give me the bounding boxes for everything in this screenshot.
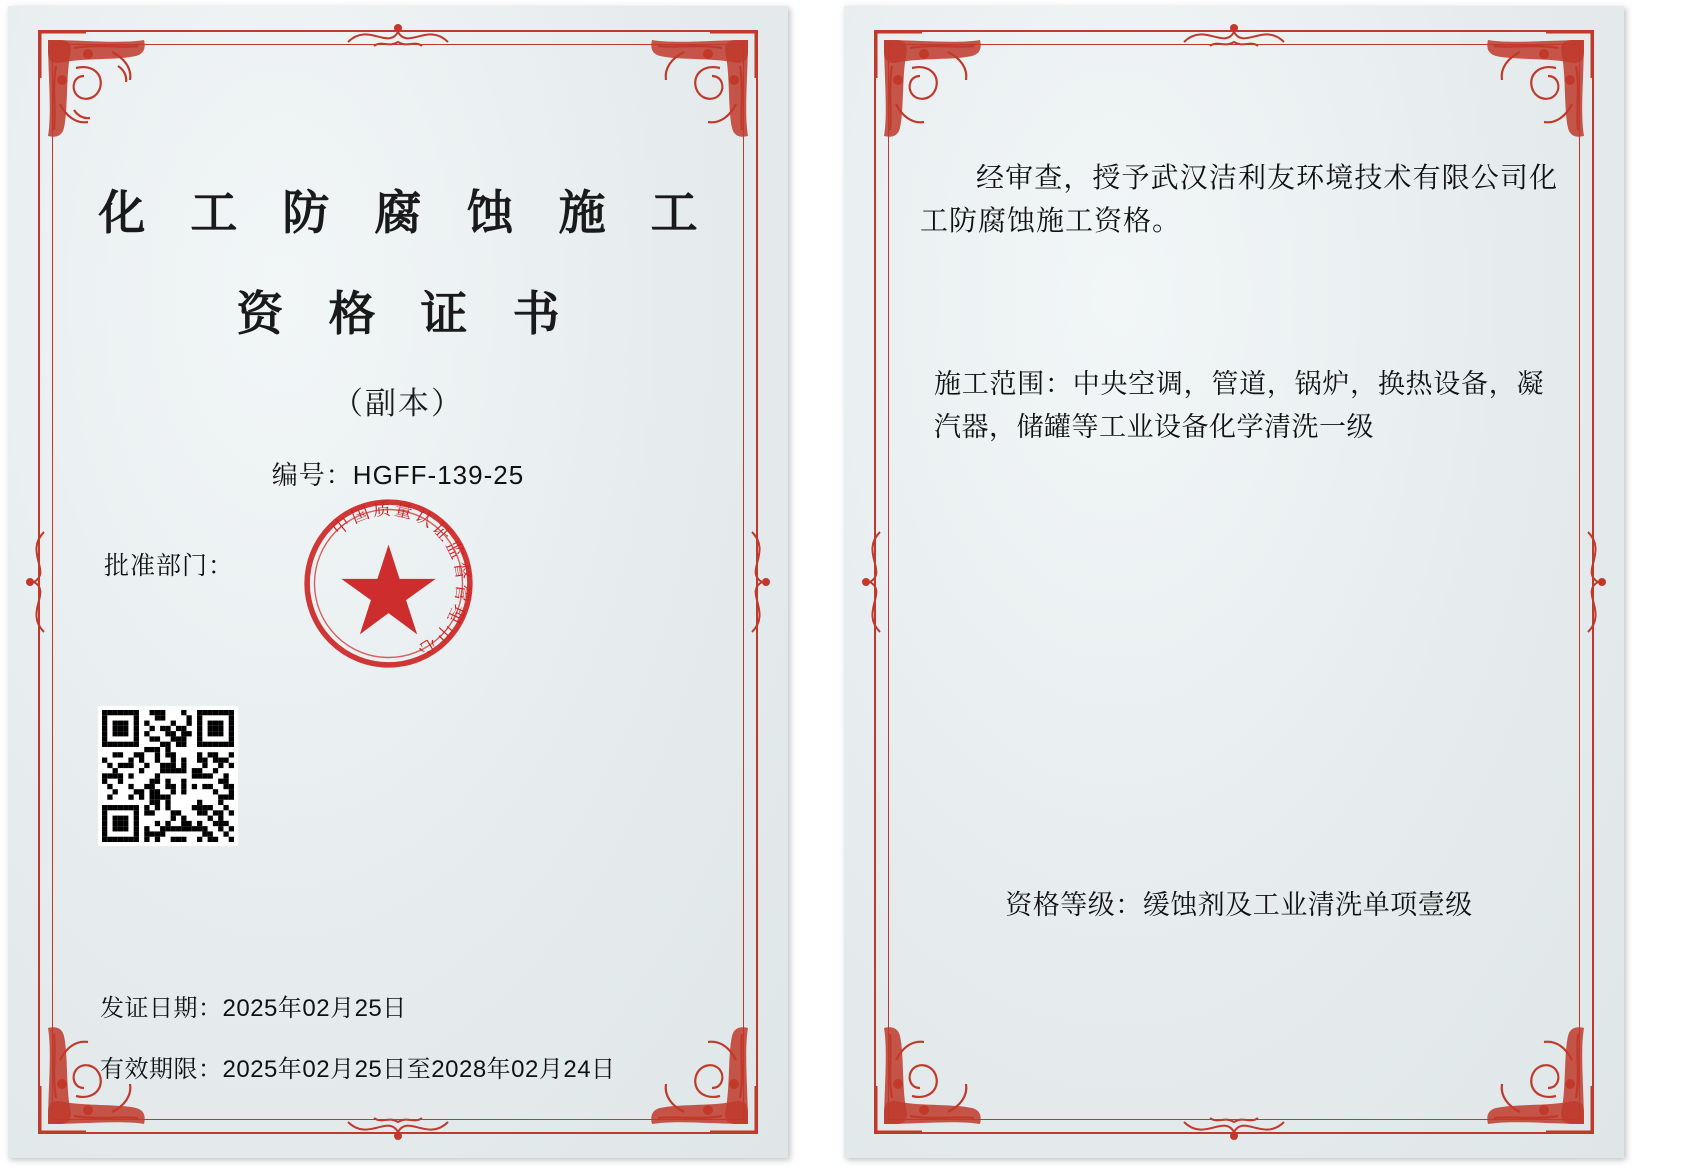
certificate-title-line-1: 化 工 防 腐 蚀 施 工 <box>98 186 714 239</box>
certificate-right-page <box>844 6 1624 1158</box>
certificate-body-paragraph: 经审查，授予武汉洁利友环境技术有限公司化工防腐蚀施工资格。 <box>920 162 1558 237</box>
edge-ornament-top <box>1174 16 1294 56</box>
edge-ornament-bottom <box>338 1108 458 1148</box>
edge-ornament-top <box>338 16 458 56</box>
certificate-subtitle: （副本） <box>332 386 464 421</box>
valid-period: 有效期限：2025年02月25日至2028年02月24日 <box>100 1056 616 1083</box>
official-seal <box>296 491 481 676</box>
qualification-grade: 资格等级：缓蚀剂及工业清洗单项壹级 <box>1005 890 1473 920</box>
certificate-left-page <box>8 6 788 1158</box>
svg-text:中国质量认证监督管理中心: 中国质量认证监督管理中心 <box>328 498 474 662</box>
corner-ornament-top-left <box>862 18 1012 168</box>
corner-ornament-top-right <box>1456 18 1606 168</box>
certificate-serial-number: 编号：HGFF-139-25 <box>271 460 525 490</box>
approval-department-label: 批准部门： <box>104 552 235 580</box>
certificate-title-line-2: 资 格 证 书 <box>236 287 576 340</box>
left-page-content <box>78 66 718 1108</box>
construction-scope-label: 施工范围： <box>934 368 1073 399</box>
edge-ornament-bottom <box>1174 1108 1294 1148</box>
edge-ornament-left <box>854 522 894 642</box>
date-block <box>100 988 616 1084</box>
qr-code <box>98 706 238 846</box>
construction-scope-text: 中央空调，管道，锅炉，换热设备，凝汽器，储罐等工业设备化学清洗一级 <box>934 368 1545 442</box>
edge-ornament-right <box>1574 522 1614 642</box>
approval-department-row <box>104 546 234 582</box>
edge-ornament-left <box>18 522 58 642</box>
edge-ornament-right <box>738 522 778 642</box>
construction-scope <box>920 363 1558 449</box>
right-page-content <box>920 156 1558 1098</box>
issue-date: 发证日期：2025年02月25日 <box>100 995 407 1022</box>
